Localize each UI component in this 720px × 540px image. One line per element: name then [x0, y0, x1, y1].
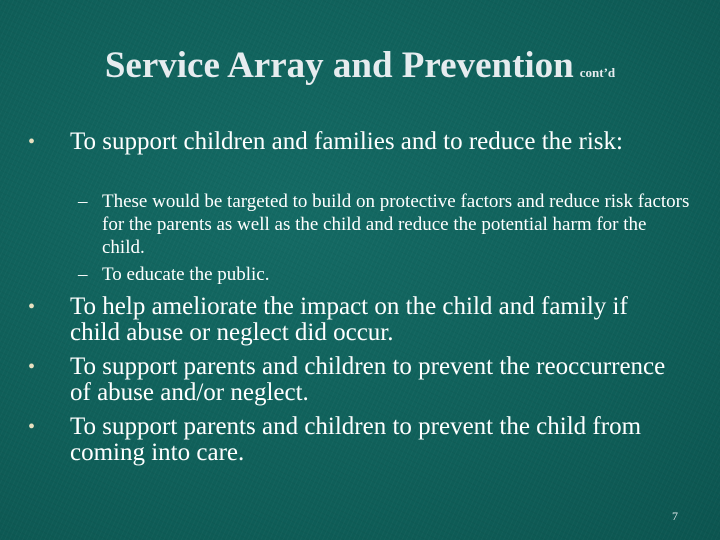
- bullet-icon: •: [28, 356, 36, 378]
- bullet-text-4: To support parents and children to prevent the child from coming into care.: [70, 413, 642, 466]
- sub-bullet-text-2: To educate the public.: [102, 264, 270, 285]
- sub-bullet-text-1: These would be targeted to build on protective factors and reduce risk factors for the parents as well as the child and reduce the potential harm for the child.: [102, 191, 690, 258]
- bullet-icon: •: [28, 131, 36, 153]
- slide-title: [0, 44, 720, 87]
- page-number: 7: [672, 509, 678, 523]
- bullet-text-2: To help ameliorate the impact on the child and family if child abuse or neglect did occur.: [70, 293, 628, 346]
- bullet-text-1: To support children and families and to reduce the risk:: [70, 128, 623, 155]
- slide-title-suffix: cont’d: [579, 65, 616, 80]
- bullet-icon: •: [28, 296, 36, 318]
- bullet-text-3: To support parents and children to prevent the reoccurrence of abuse and/or neglect.: [70, 353, 666, 406]
- slide-title-text: Service Array and Prevention: [104, 45, 574, 86]
- dash-icon: –: [78, 264, 88, 285]
- dash-icon: –: [78, 191, 88, 212]
- bullet-icon: •: [28, 416, 36, 438]
